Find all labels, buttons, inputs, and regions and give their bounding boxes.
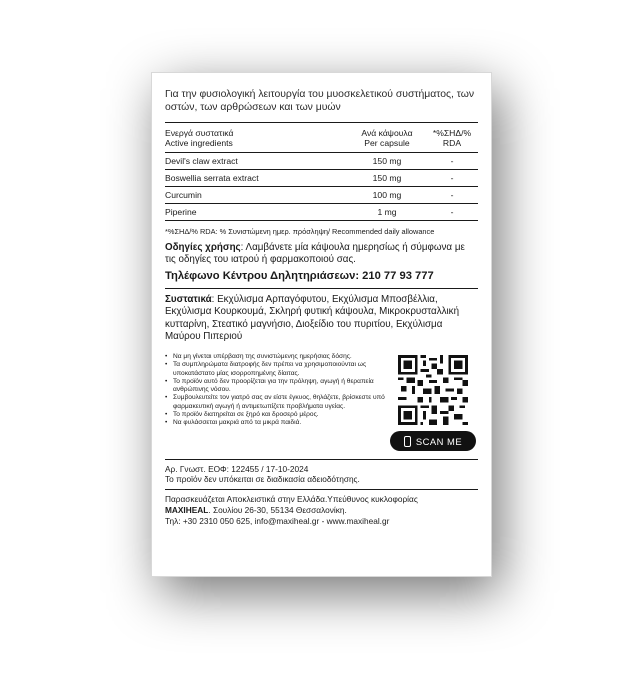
manufacturer-info: Παρασκευάζεται Αποκλειστικά στην Ελλάδα.Υπεύθυνος κυκλοφορίας MAXIHEAL. Σουλίου 26-30, 55134 Θεσσαλονίκη. Τηλ: +30 2310 050 625, info@maxiheal.gr - www.maxiheal.gr xyxy=(165,494,478,526)
ingredients-list xyxy=(165,294,478,343)
ingredient-name: Devil's claw extract xyxy=(165,153,348,170)
warning-item: • Συμβουλευτείτε τον γιατρό σας αν είστε έγκυος, θηλάζετε, βρίσκεστε υπό φαρμακευτική αγωγή ή αντιμετωπίζετε προβλήματα υγείας. xyxy=(165,394,388,411)
phone-icon xyxy=(404,436,411,447)
company-name: MAXIHEAL xyxy=(165,505,209,516)
warnings xyxy=(165,351,388,459)
ingredient-amount: 100 mg xyxy=(348,187,426,204)
ingredient-rda: - xyxy=(426,187,478,204)
scan-me-label: SCAN ME xyxy=(415,435,463,447)
qr-code[interactable] xyxy=(398,355,468,425)
contact-info: Τηλ: +30 2310 050 625, info@maxiheal.gr - www.maxiheal.gr xyxy=(165,516,390,526)
table-row xyxy=(165,170,478,187)
ingredient-rda: - xyxy=(426,170,478,187)
divider xyxy=(165,489,478,490)
ingredient-amount: 150 mg xyxy=(348,153,426,170)
divider xyxy=(165,288,478,289)
qr-block xyxy=(388,351,478,459)
warnings-qr-section xyxy=(165,351,478,459)
warning-item: • Να φυλάσσεται μακριά από τα μικρά παιδιά. xyxy=(165,419,388,427)
ingredient-rda: - xyxy=(426,153,478,170)
table-row xyxy=(165,204,478,221)
divider xyxy=(165,459,478,460)
ingredients-label: Συστατικά xyxy=(165,294,212,306)
header-per-capsule: Ανά κάψουλα Per capsule xyxy=(348,123,426,153)
ingredient-name: Piperine xyxy=(165,204,348,221)
usage-label: Οδηγίες χρήσης xyxy=(165,242,241,254)
warning-item: • Να μη γίνεται υπέρβαση της συνιστώμενης ημερήσιας δόσης. xyxy=(165,353,388,361)
intro-text: Για την φυσιολογική λειτουργία του μυοσκελετικού συστήματος, των οστών, των αρθρώσεων και των μυών xyxy=(165,89,475,113)
header-active: Ενεργά συστατικά Active ingredients xyxy=(165,123,348,153)
ingredient-name: Curcumin xyxy=(165,187,348,204)
header-rda: *%ΣΗΔ/% RDA xyxy=(426,123,478,153)
scan-me-button[interactable] xyxy=(390,431,476,451)
rda-note: *%ΣΗΔ/% RDA: % Συνιστώμενη ημερ. πρόσληψη/ Recommended daily allowance xyxy=(165,227,435,237)
table-header xyxy=(165,123,478,153)
ingredients-table xyxy=(165,123,478,221)
ingredient-amount: 1 mg xyxy=(348,204,426,221)
table-row xyxy=(165,153,478,170)
registration-info: Αρ. Γνωστ. ΕΟΦ: 122455 / 17-10-2024 Το προϊόν δεν υπόκειται σε διαδικασία αδειοδότησης. xyxy=(165,464,360,485)
warning-item: • Το προϊόν αυτό δεν προορίζεται για την πρόληψη, αγωγή ή θεραπεία ανθρώπινης νόσου. xyxy=(165,378,388,395)
usage-instructions xyxy=(165,242,478,266)
table-row xyxy=(165,187,478,204)
ingredient-amount: 150 mg xyxy=(348,170,426,187)
poison-center-phone: Τηλέφωνο Κέντρου Δηλητηριάσεων: 210 77 93 777 xyxy=(165,270,434,283)
ingredient-rda: - xyxy=(426,204,478,221)
warning-item: • Το προϊόν διατηρείται σε ξηρό και δροσερό μέρος. xyxy=(165,411,388,419)
product-label xyxy=(151,72,492,577)
warning-item: • Τα συμπληρώματα διατροφής δεν πρέπει να χρησιμοποιούνται ως υποκατάστατο μίας ισορροπημένης δίαιτας. xyxy=(165,361,388,378)
ingredient-name: Boswellia serrata extract xyxy=(165,170,348,187)
usage-text: : Λαμβάνετε μία κάψουλα ημερησίως ή σύμφωνα με τις οδηγίες του ιατρού ή φαρμακοποιού σας. xyxy=(165,242,465,266)
ingredients-text: : Εκχύλισμα Αρπαγόφυτου, Εκχύλισμα Μποσβέλλια, Εκχύλισμα Κουρκουμά, Σκληρή φυτική κάψουλα, Μικροκρυσταλλική κυτταρίνη, Στεατικό μαγνήσιο, Διοξείδιο του πυριτίου, Εκχύλισμα Μαύρου Πιπεριού xyxy=(165,294,460,342)
